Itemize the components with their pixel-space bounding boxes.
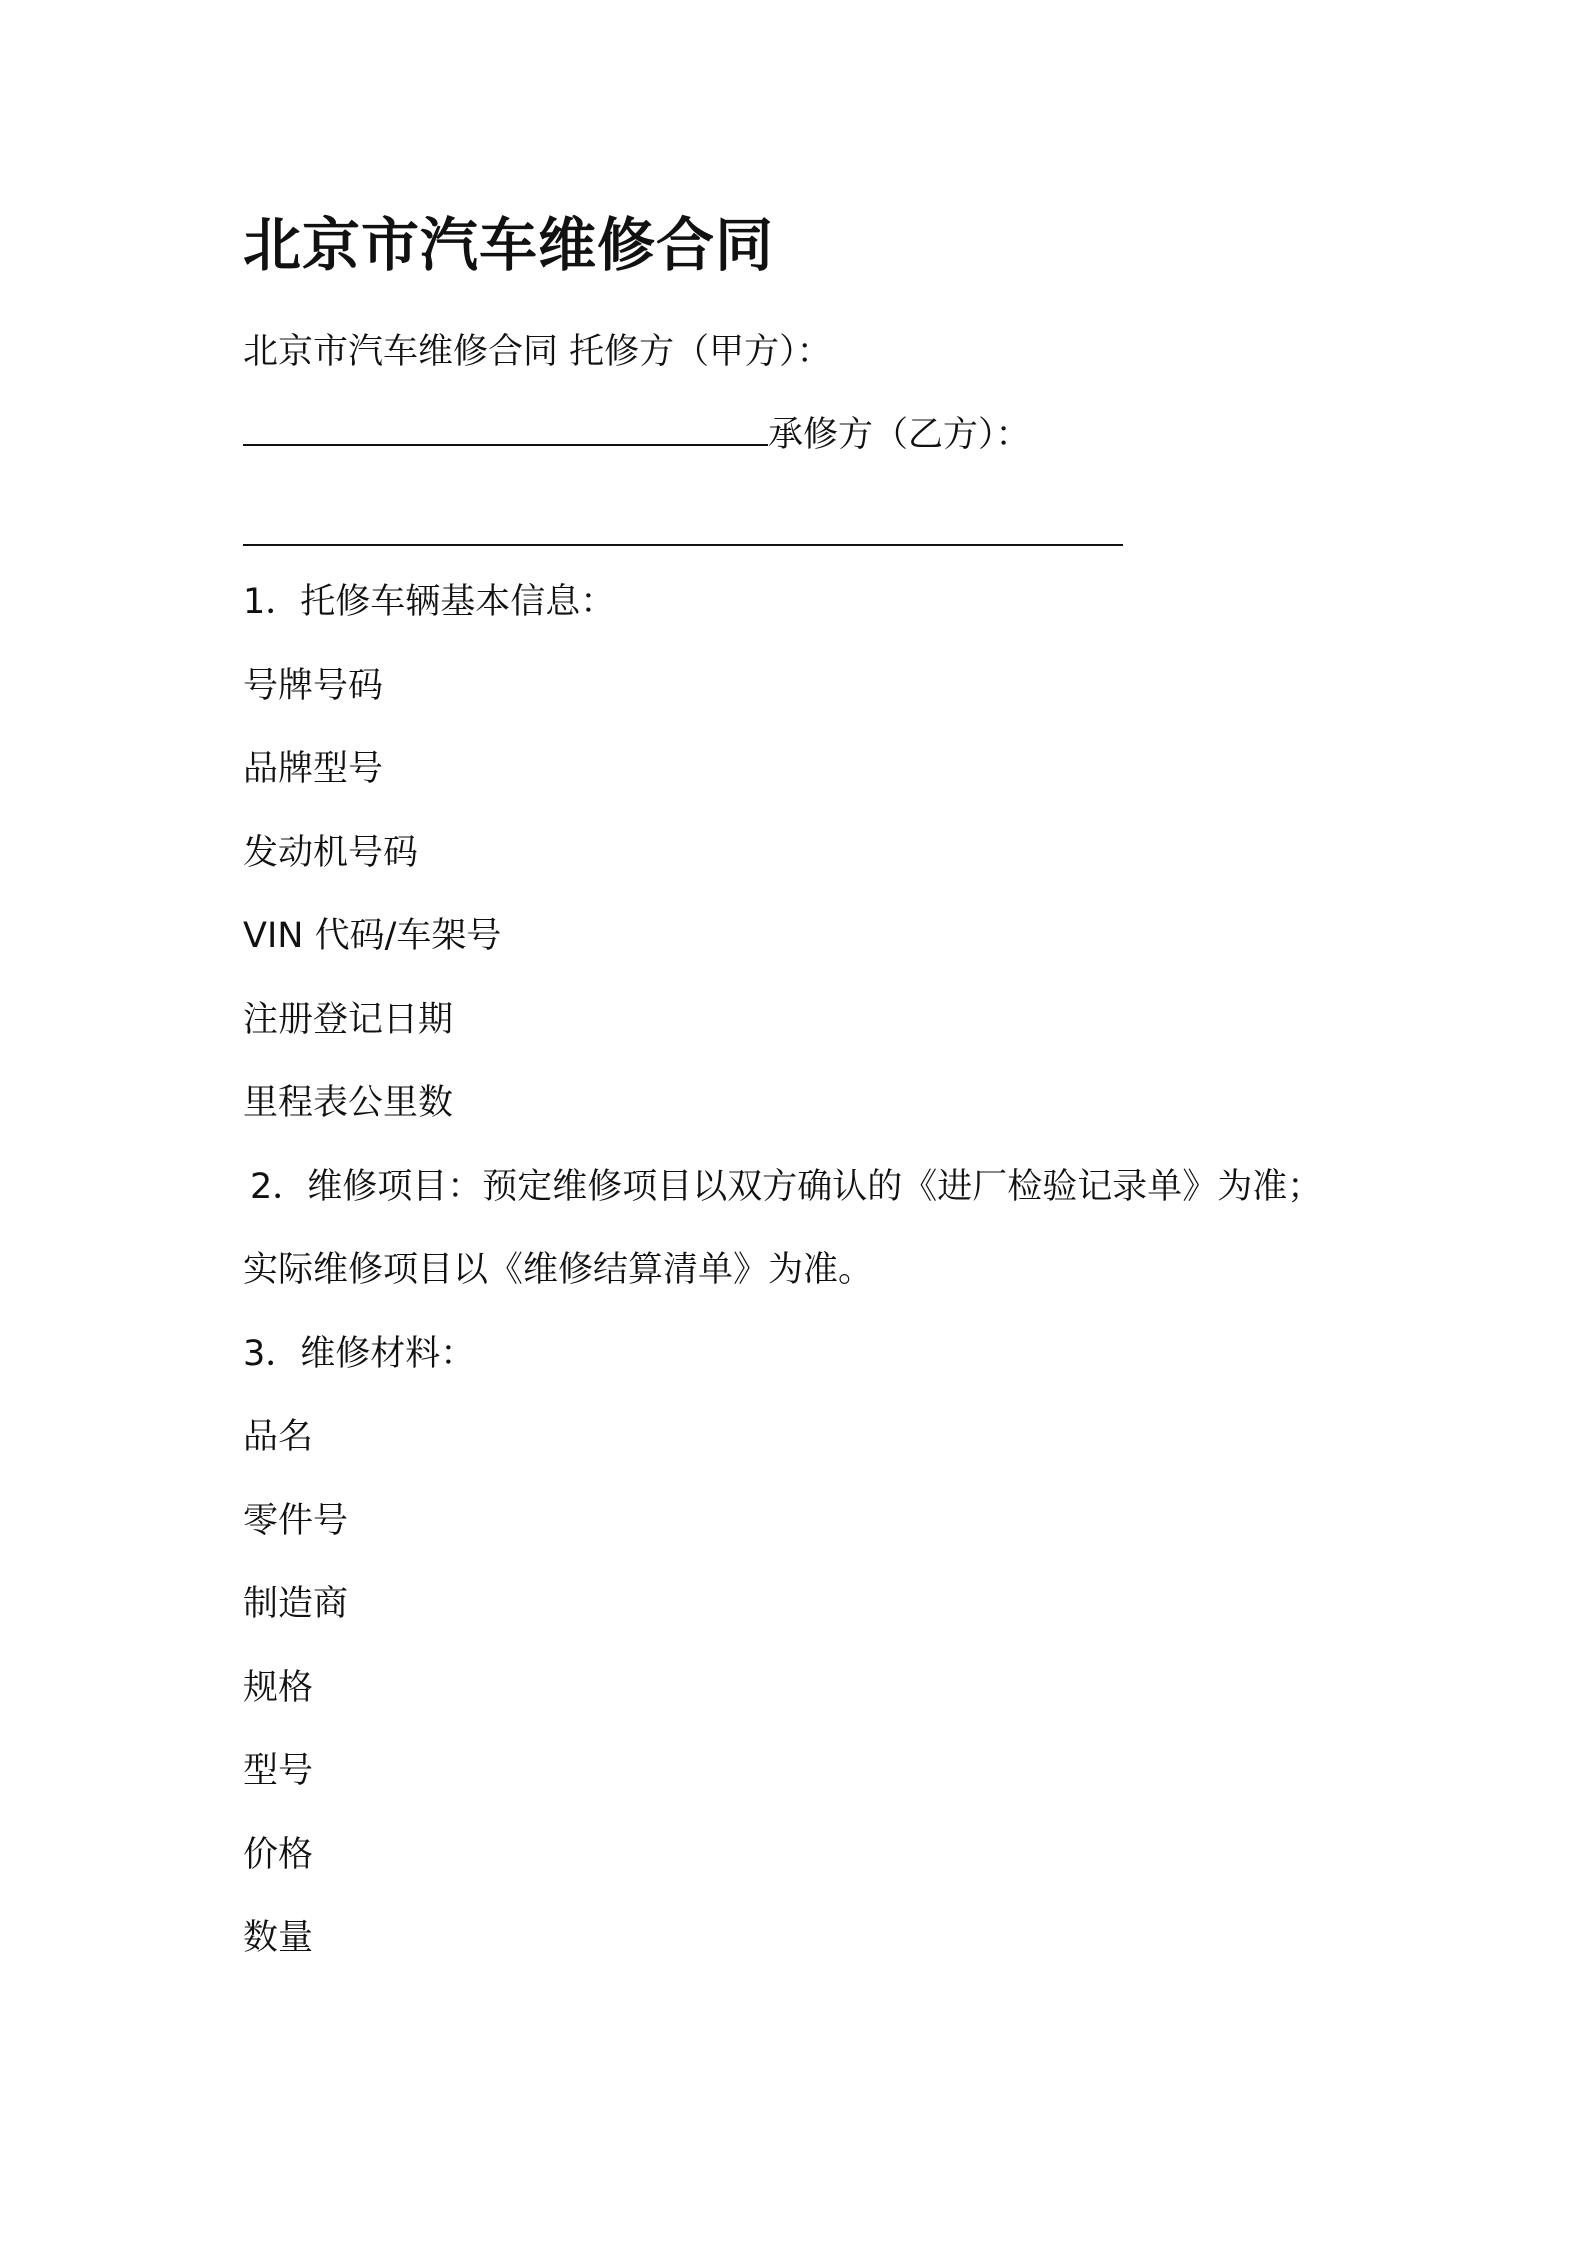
party-b-line: [243, 410, 1031, 460]
intro-line: 北京市汽车维修合同 托修方（甲方）：: [243, 332, 832, 372]
section2-line1: 2．维修项目：预定维修项目以双方确认的《进厂检验记录单》为准；: [250, 1167, 1323, 1207]
party-b-blank[interactable]: [243, 510, 1123, 546]
section1-item: VIN 代码/车架号: [243, 916, 502, 956]
party-a-blank[interactable]: [243, 410, 768, 446]
document-title: 北京市汽车维修合同: [243, 211, 775, 279]
section1-heading: 1．托修车辆基本信息：: [243, 582, 616, 622]
section3-item: 型号: [243, 1751, 314, 1791]
section3-item: 规格: [243, 1668, 314, 1708]
section3-item: 制造商: [243, 1584, 349, 1624]
section1-item: 号牌号码: [243, 666, 384, 706]
section1-item: 发动机号码: [243, 833, 419, 873]
section3-item: 品名: [243, 1417, 314, 1457]
section3-item: 零件号: [243, 1501, 349, 1541]
section1-item: 里程表公里数: [243, 1083, 454, 1123]
section2-line2: 实际维修项目以《维修结算清单》为准。: [243, 1250, 874, 1290]
party-b-label: 承修方（乙方）：: [768, 415, 1031, 455]
section3-heading: 3．维修材料：: [243, 1334, 476, 1374]
section3-item: 价格: [243, 1835, 314, 1875]
section1-item: 品牌型号: [243, 749, 384, 789]
party-b-blank-line: [243, 510, 1123, 560]
section1-item: 注册登记日期: [243, 1000, 454, 1040]
section3-item: 数量: [243, 1918, 314, 1958]
